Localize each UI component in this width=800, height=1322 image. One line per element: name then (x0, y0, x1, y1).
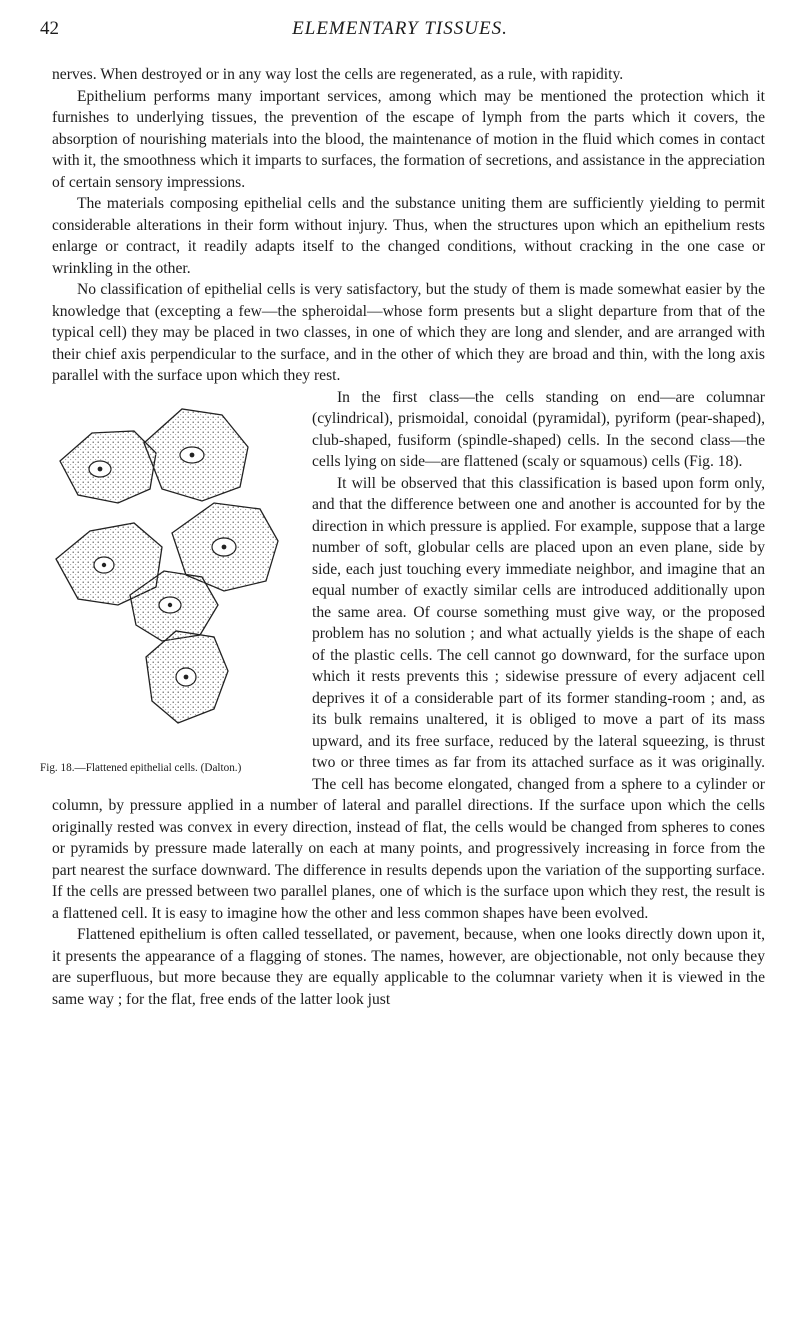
figure-caption: Fig. 18.—Flattened epithelial cells. (Dalton.) (40, 761, 242, 774)
running-head: ELEMENTARY TISSUES. (292, 18, 508, 39)
figure-18 (40, 391, 302, 795)
page-header (40, 18, 760, 42)
paragraph: It will be observed that this classification is based upon form only, and that the difference between one and another is accounted for by the direction in which pressure is applied. For example, suppose that a large number of soft, globular cells are placed upon an even plane, side by side, each just touching every immediate neighbor, and imagine that an equal number of exactly similar cells are introduced additionally upon the same area. Of course something must give way, or the proposed problem has no solution ; and what actually yields is the shape of each of the plastic cells. The cell cannot go downward, for the surface upon which it rests prevents this ; sidewise pressure of every adjacent cell deprives it of a considerable part of its former standing-room ; and, as its bulk remains unaltered, it is obliged to move a part of its mass upward, and its free surface, reduced by the lateral squeezing, is thrust two or three times as far from its attached surface as it was originally. The cell has become elongated, changed from a sphere to a cylinder or column, by pressure applied in a number of lateral and parallel directions. If the surface upon which the cells originally rested was convex in every direction, instead of flat, the cells would be changed from spheres to cones or pyramids by pressure made laterally on each at many points, and progressively increasing in force from the part nearest the surface downward. The difference in results depends upon the variation of the supporting surface. If the cells are pressed between two parallel planes, one of which is the surface upon which they rest, the result is a flattened cell. It is easy to imagine how the other and less common shapes have been evolved. (52, 474, 765, 922)
body-text (40, 64, 765, 1010)
paragraph: The materials composing epithelial cells and the substance uniting them are sufficiently yielding to permit considerable alterations in their form without injury. Thus, when the structures upon which an epithelium rests enlarge or contract, it readily adapts itself to the changed conditions, without cracking in the one case or wrinkling in the other. (52, 195, 765, 277)
paragraph: Epithelium performs many important services, among which may be mentioned the protection which it furnishes to underlying tissues, the prevention of the escape of lymph from the parts which it covers, the absorption of nourishing materials into the blood, the maintenance of motion in the fluid which comes in contact with it, the smoothness which it imparts to surfaces, the formation of secretions, and assistance in the appreciation of certain sensory impressions. (52, 87, 765, 191)
paragraph: Flattened epithelium is often called tessellated, or pavement, because, when one looks directly down upon it, it presents the appearance of a flagging of stones. The names, however, are objectionable, not only because they are superfluous, but more because they are equally applicable to the columnar variety when it is viewed in the same way ; for the flat, free ends of the latter look just (52, 926, 765, 1008)
paragraph: nerves. When destroyed or in any way lost the cells are regenerated, as a rule, with rapidity. (52, 66, 624, 83)
paragraph: No classification of epithelial cells is very satisfactory, but the study of them is made somewhat easier by the knowledge that (excepting a few—the spheroidal—whose form presents but a slight departure from that of the typical cell) they may be placed in two classes, in one of which they are long and slender, and are arranged with their chief axis perpendicular to the surface, and in the other of which they are broad and thin, with the long axis parallel with the surface upon which they rest. (52, 281, 765, 384)
page-number: 42 (40, 18, 59, 39)
paragraph: In the first class—the cells standing on end—are columnar (cylindrical), prismoidal, conoidal (pyramidal), pyriform (pear-shaped), club-shaped, fusiform (spindle-shaped) cells. In the second class—the cells lying on side—are flattened (scaly or squamous) cells (Fig. 18). (312, 388, 765, 470)
flattened-epithelial-cells-illustration (52, 391, 302, 751)
